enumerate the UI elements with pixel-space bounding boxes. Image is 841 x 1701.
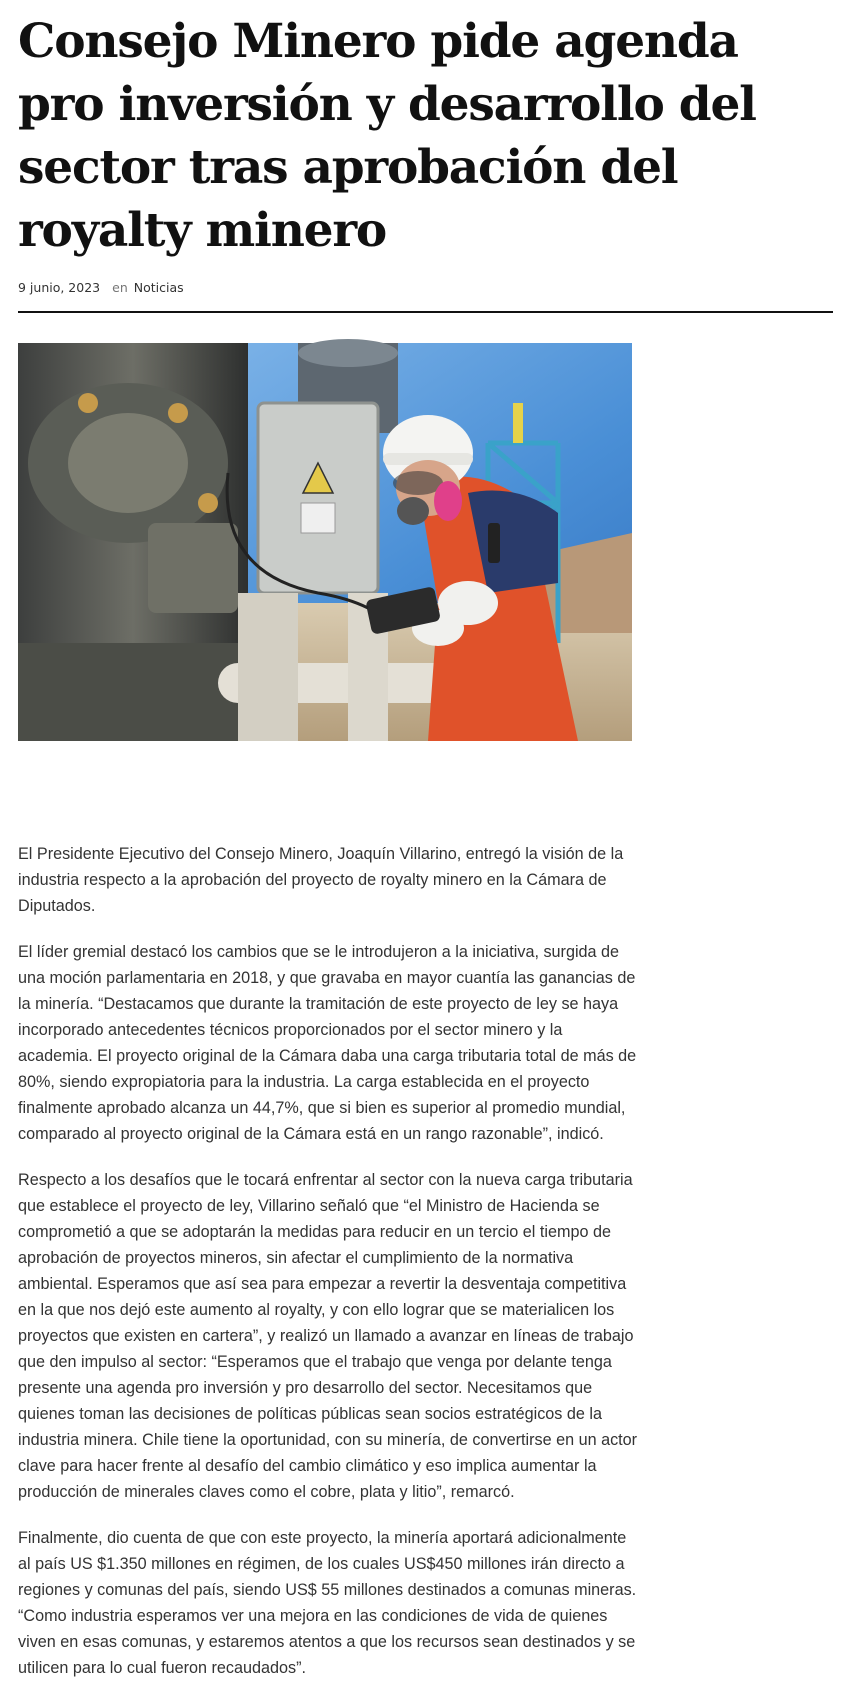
article-title: Consejo Minero pide agenda pro inversión y desarrollo del sector tras aprobación del royalty minero (18, 14, 756, 258)
article-body (18, 841, 638, 1681)
paragraph: Finalmente, dio cuenta de que con este proyecto, la minería aportará adicionalmente al país US $1.350 millones en régimen, de los cuales US$450 millones irán directo a regiones y comunas del país, siendo US$ 55 millones destinados a comunas mineras. “Como industria esperamos ver una mejora en las condiciones de vida de quienes viven en esas comunas, y estaremos atentos a que los recursos sean destinados y se utilicen para lo cual fueron recaudados”. (18, 1529, 637, 1677)
category-link[interactable]: Noticias (133, 280, 184, 295)
paragraph: El Presidente Ejecutivo del Consejo Minero, Joaquín Villarino, entregó la visión de la industria respecto a la aprobación del proyecto de royalty minero en la Cámara de Diputados. (18, 845, 624, 915)
article (18, 0, 833, 1701)
paragraph: Respecto a los desafíos que le tocará enfrentar al sector con la nueva carga tributaria que establece el proyecto de ley, Villarino señaló que “el Ministro de Hacienda se comprometió a que se adoptarán la medidas para reducir en un tercio el tiempo de aprobación de proyectos mineros, sin afectar el cumplimiento de la normativa ambiental. Esperamos que así sea para empezar a revertir la desventaja competitiva en la que nos dejó este aumento al royalty, y con ello lograr que se materialicen los proyectos que existen en cartera”, y realizó un llamado a avanzar en líneas de trabajo que den impulso al sector: “Esperamos que el trabajo que venga por delante tenga presente una agenda pro inversión y pro desarrollo del sector. Necesitamos que quienes toman las decisiones de políticas públicas sean socios estratégicos de la industria minera. Chile tiene la oportunidad, con su minería, de convertirse en un actor clave para hacer frente al desafío del cambio climático y eso implica aumentar la producción de minerales claves como el cobre, plata y litio”, remarcó. (18, 1171, 638, 1501)
publish-date: 9 junio, 2023 (18, 280, 101, 295)
header-divider (18, 311, 833, 313)
paragraph: El líder gremial destacó los cambios que se le introdujeron a la iniciativa, surgida de una moción parlamentaria en 2018, y que gravaba en mayor cuantía las ganancias de la minería. “Destacamos que durante la tramitación de este proyecto de ley se haya incorporado antecedentes técnicos proporcionados por el sector minero y la academia. El proyecto original de la Cámara daba una carga tributaria total de más de 80%, siendo expropiatoria para la industria. La carga establecida en el proyecto finalmente aprobado alcanza un 44,7%, que si bien es superior al promedio mundial, comparado al proyecto original de la Cámara está en un rango razonable”, indicó. (18, 943, 637, 1143)
featured-image (18, 343, 632, 741)
article-meta (18, 280, 833, 295)
category-prefix: en (112, 280, 128, 295)
